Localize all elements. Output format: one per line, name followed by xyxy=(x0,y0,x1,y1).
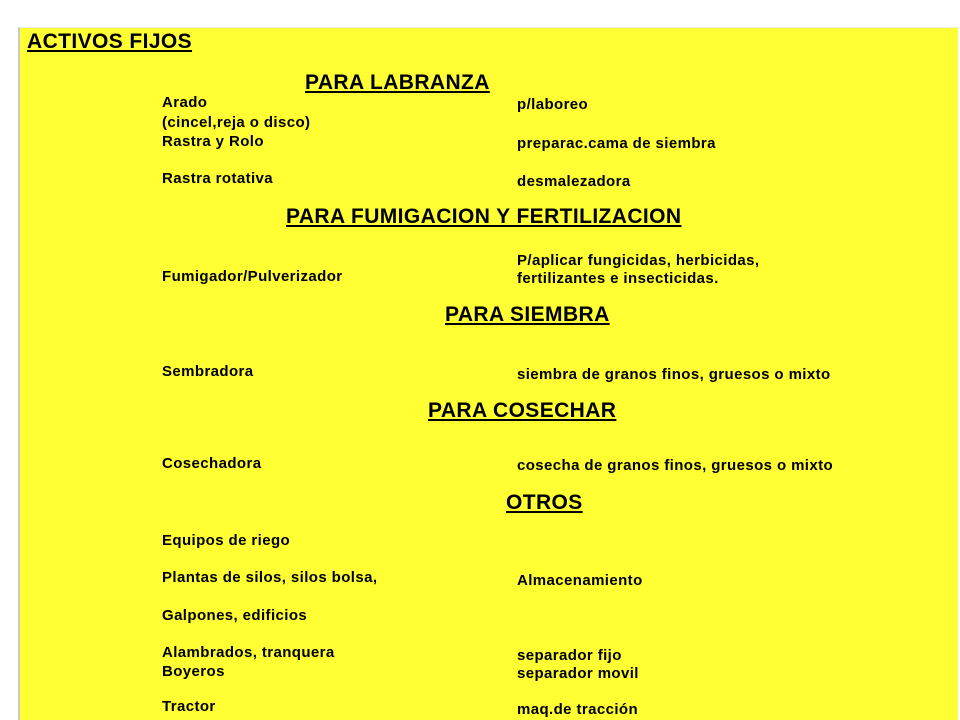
item-sembradora: Sembradora xyxy=(162,363,254,380)
item-rastra-rotativa: Rastra rotativa xyxy=(162,170,274,187)
section-heading-siembra: PARA SIEMBRA xyxy=(445,303,610,326)
section-heading-labranza: PARA LABRANZA xyxy=(305,71,490,94)
desc-desmalezadora: desmalezadora xyxy=(517,173,631,190)
desc-separador-movil: separador movil xyxy=(517,665,639,682)
desc-separador-fijo: separador fijo xyxy=(517,647,622,664)
desc-traccion: maq.de tracción xyxy=(517,701,639,718)
desc-almacenamiento: Almacenamiento xyxy=(517,572,643,589)
item-galpones: Galpones, edificios xyxy=(162,607,308,624)
item-rastra-rolo: Rastra y Rolo xyxy=(162,133,264,150)
section-heading-cosechar: PARA COSECHAR xyxy=(428,399,617,422)
item-arado-tipos: (cincel,reja o disco) xyxy=(162,114,311,131)
section-heading-otros: OTROS xyxy=(506,491,583,514)
item-alambrados: Alambrados, tranquera xyxy=(162,644,335,661)
item-fumigador: Fumigador/Pulverizador xyxy=(162,268,343,285)
item-arado: Arado xyxy=(162,94,208,111)
item-tractor: Tractor xyxy=(162,698,216,715)
page-title: ACTIVOS FIJOS xyxy=(27,30,193,53)
desc-cama-siembra: preparac.cama de siembra xyxy=(517,135,716,152)
item-equipos-riego: Equipos de riego xyxy=(162,532,291,549)
item-boyeros: Boyeros xyxy=(162,663,225,680)
item-cosechadora: Cosechadora xyxy=(162,455,262,472)
desc-laboreo: p/laboreo xyxy=(517,96,589,113)
slide xyxy=(18,27,960,720)
section-heading-fumigacion: PARA FUMIGACION Y FERTILIZACION xyxy=(286,205,682,228)
desc-siembra-granos: siembra de granos finos, gruesos o mixto xyxy=(517,366,831,383)
desc-cosecha-granos: cosecha de granos finos, gruesos o mixto xyxy=(517,457,834,474)
desc-aplicar-1: P/aplicar fungicidas, herbicidas, xyxy=(517,252,760,269)
item-plantas-silos: Plantas de silos, silos bolsa, xyxy=(162,569,378,586)
desc-aplicar-2: fertilizantes e insecticidas. xyxy=(517,270,719,287)
